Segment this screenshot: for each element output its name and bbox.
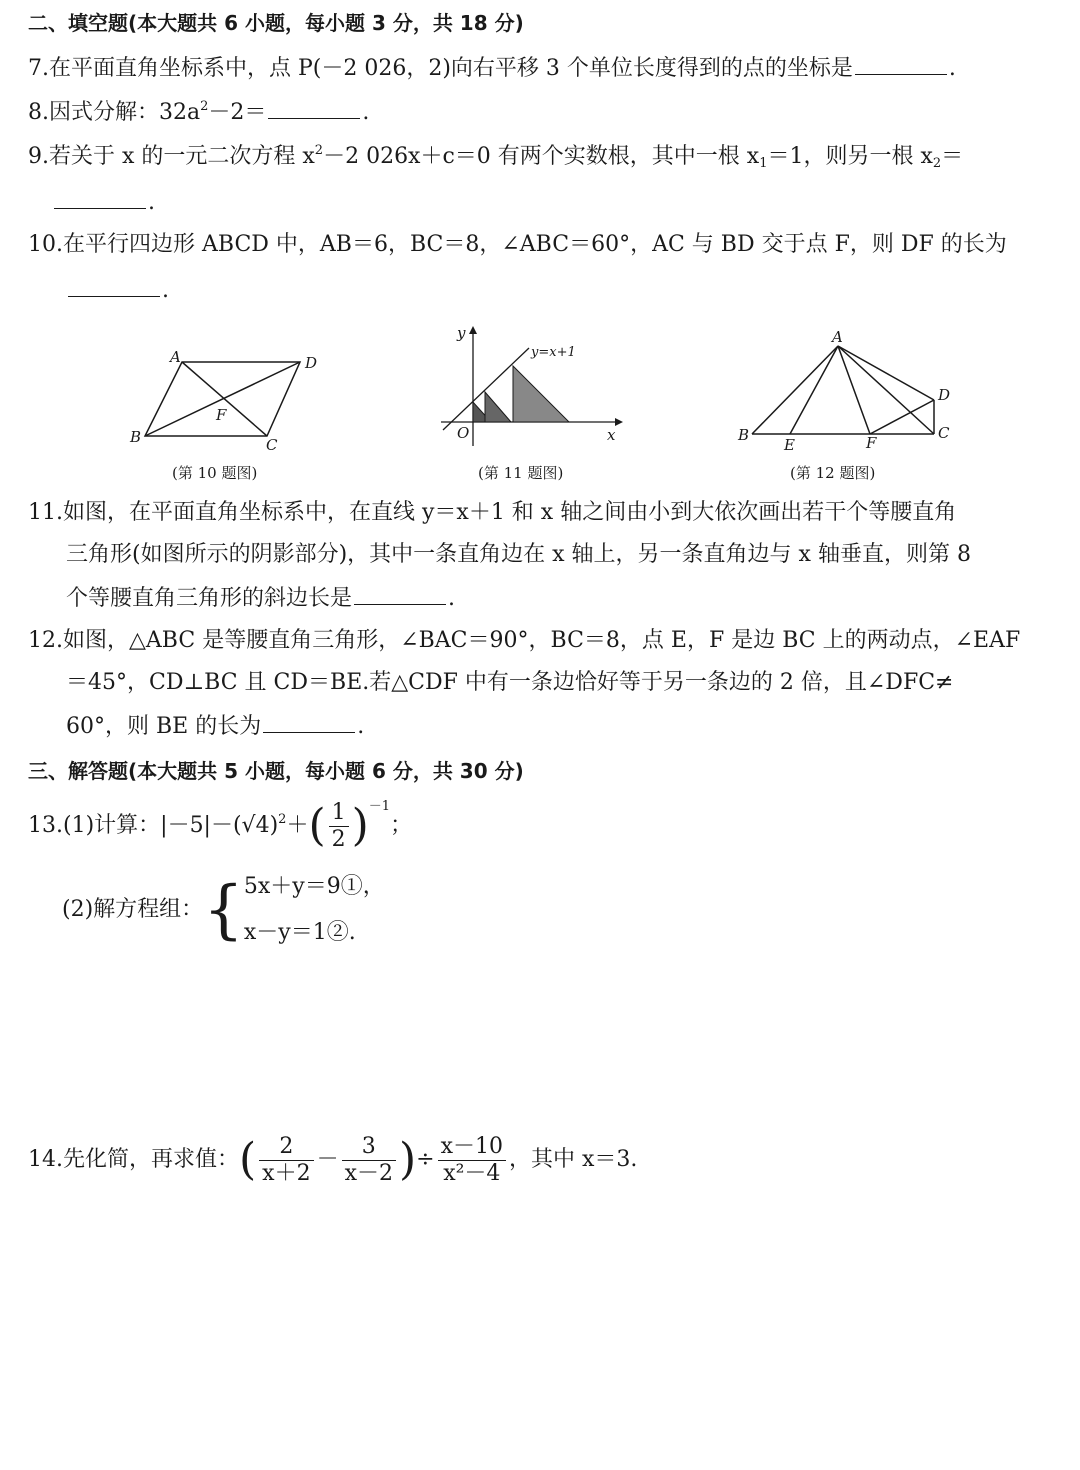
q13-p1-plus: ＋ <box>286 813 309 838</box>
q14-post: ，其中 x＝3. <box>509 1147 638 1172</box>
q7-end: . <box>948 56 956 81</box>
figure-11-caption: (第 11 题图) <box>478 464 564 482</box>
question-9 <box>28 142 963 172</box>
fraction-numerator: 1 <box>329 800 349 827</box>
label-d: D <box>938 386 951 404</box>
question-9-answer-line <box>52 188 155 218</box>
shaded-triangle-2 <box>485 392 511 422</box>
q11-end: . <box>448 586 456 611</box>
q12-l3-text: 60°，则 BE 的长为 <box>66 714 262 739</box>
y-axis-arrow <box>469 326 477 334</box>
section-2-title: 二、填空题(本大题共 6 小题，每小题 3 分，共 18 分) <box>28 11 524 35</box>
q13-p1-pre: 13.(1)计算：|－5|－(√4) <box>28 813 279 838</box>
fraction-1-numerator: 2 <box>259 1134 313 1161</box>
figure-10-parallelogram <box>120 340 340 460</box>
paren-left: ( <box>308 800 326 851</box>
segment-af <box>838 346 870 434</box>
label-a: A <box>832 328 843 346</box>
q11-l3-text: 个等腰直角三角形的斜边长是 <box>66 586 353 611</box>
figure-12-triangle <box>730 320 960 460</box>
paren-right: ) <box>399 1134 417 1185</box>
paren-right: ) <box>351 800 369 851</box>
section-3-title: 三、解答题(本大题共 5 小题，每小题 6 分，共 30 分) <box>28 759 524 783</box>
q9-mid2: ＝1，则另一根 x <box>767 144 933 169</box>
q9-sub1: 1 <box>759 156 768 171</box>
q14-minus: － <box>316 1147 339 1172</box>
q8-exponent: 2 <box>200 99 209 114</box>
label-x: x <box>607 426 616 444</box>
question-12-line-3 <box>66 712 364 742</box>
segment-ac <box>838 346 934 434</box>
q7-text: 7.在平面直角坐标系中，点 P(－2 026，2)向右平移 3 个单位长度得到的点的坐标是 <box>28 56 853 81</box>
label-f: F <box>216 406 227 424</box>
fraction-3-numerator: x－10 <box>438 1134 506 1161</box>
fraction-one-half <box>329 800 349 853</box>
fraction-1-denominator: x＋2 <box>262 1160 311 1186</box>
q9-sub2: 2 <box>932 156 942 171</box>
question-14 <box>28 1130 637 1190</box>
q8-pre: 8.因式分解：32a <box>28 100 201 125</box>
answer-blank[interactable] <box>263 714 355 733</box>
q14-divide: ÷ <box>416 1147 435 1172</box>
figure-11-coordinate-plane <box>435 322 635 452</box>
q10-text: 10.在平行四边形 ABCD 中，AB＝6，BC＝8，∠ABC＝60°，AC 与 BD 交于点 F，则 DF 的长为 <box>28 232 1007 257</box>
q9-eq: ＝ <box>941 144 964 169</box>
q9-end: . <box>148 190 155 215</box>
equation-2: x－y＝1②. <box>243 920 356 945</box>
fraction-3-denominator: x²－4 <box>443 1160 501 1186</box>
q14-pre: 14.先化简，再求值： <box>28 1147 239 1172</box>
answer-blank[interactable] <box>68 278 160 297</box>
answer-blank[interactable] <box>354 586 446 605</box>
equation-1: 5x＋y＝9①， <box>243 874 385 899</box>
fraction-2-numerator: 3 <box>342 1134 396 1161</box>
question-7 <box>28 54 956 84</box>
diagonal-ac <box>182 362 267 436</box>
label-e: E <box>784 436 795 454</box>
shaded-triangle-3 <box>513 366 569 422</box>
q12-end: . <box>357 714 365 739</box>
question-11-line-1: 11.如图，在平面直角坐标系中，在直线 y＝x＋1 和 x 轴之间由小到大依次画出若干个等腰直角 <box>28 500 957 525</box>
answer-blank[interactable] <box>855 56 947 75</box>
q13-p1-end: ； <box>390 813 413 838</box>
segment-ad <box>838 346 934 400</box>
figure-12-caption: (第 12 题图) <box>790 464 876 482</box>
label-c: C <box>938 424 950 442</box>
question-10-answer-line <box>66 276 169 306</box>
q13-p1-exponent: 2 <box>278 812 287 827</box>
label-f: F <box>866 434 877 452</box>
label-line-equation: y=x+1 <box>531 345 576 360</box>
fraction-2-denominator: x－2 <box>344 1160 393 1186</box>
q9-exponent: 2 <box>314 143 324 158</box>
x-axis-arrow <box>615 418 623 426</box>
fraction-3 <box>438 1134 506 1187</box>
question-10 <box>28 230 1007 260</box>
fraction-denominator: 2 <box>331 826 346 852</box>
q8-post: －2＝ <box>208 100 267 125</box>
question-13-part-1 <box>28 798 412 854</box>
question-11-line-3 <box>66 584 455 614</box>
label-c: C <box>266 436 278 454</box>
q10-end: . <box>162 278 169 303</box>
label-y: y <box>457 324 466 342</box>
question-12-line-1: 12.如图，△ABC 是等腰直角三角形，∠BAC＝90°，BC＝8，点 E，F 是边 BC 上的两动点，∠EAF <box>28 628 1021 653</box>
question-12-line-2: ＝45°，CD⊥BC 且 CD＝BE.若△CDF 中有一条边恰好等于另一条边的 2 倍，且∠DFC≠ <box>66 670 954 695</box>
brace: { <box>203 873 244 947</box>
question-11-line-2: 三角形(如图所示的阴影部分)，其中一条直角边在 x 轴上，另一条直角边与 x 轴垂直，则第 8 <box>66 542 971 567</box>
question-8 <box>28 98 369 128</box>
answer-blank[interactable] <box>54 190 146 209</box>
label-d: D <box>305 354 318 372</box>
label-b: B <box>130 428 142 446</box>
diagonal-bd <box>145 362 300 436</box>
q9-mid: －2 026x＋c＝0 有两个实数根，其中一根 x <box>323 144 760 169</box>
answer-blank[interactable] <box>268 100 360 119</box>
q13-p2-label: (2)解方程组： <box>62 897 204 922</box>
equation-system <box>244 864 385 956</box>
segment-ae <box>790 346 838 434</box>
q13-p1-exponent-2: －1 <box>368 799 391 814</box>
label-b: B <box>738 426 750 444</box>
question-13-part-2 <box>62 864 385 956</box>
figure-10-caption: (第 10 题图) <box>172 464 258 482</box>
label-a: A <box>170 348 181 366</box>
label-origin: O <box>457 424 470 442</box>
fraction-1 <box>259 1134 313 1187</box>
q8-end: . <box>362 100 370 125</box>
fraction-2 <box>342 1134 396 1187</box>
segment-ab <box>752 346 838 434</box>
paren-left: ( <box>239 1134 257 1185</box>
q9-pre: 9.若关于 x 的一元二次方程 x <box>28 144 315 169</box>
